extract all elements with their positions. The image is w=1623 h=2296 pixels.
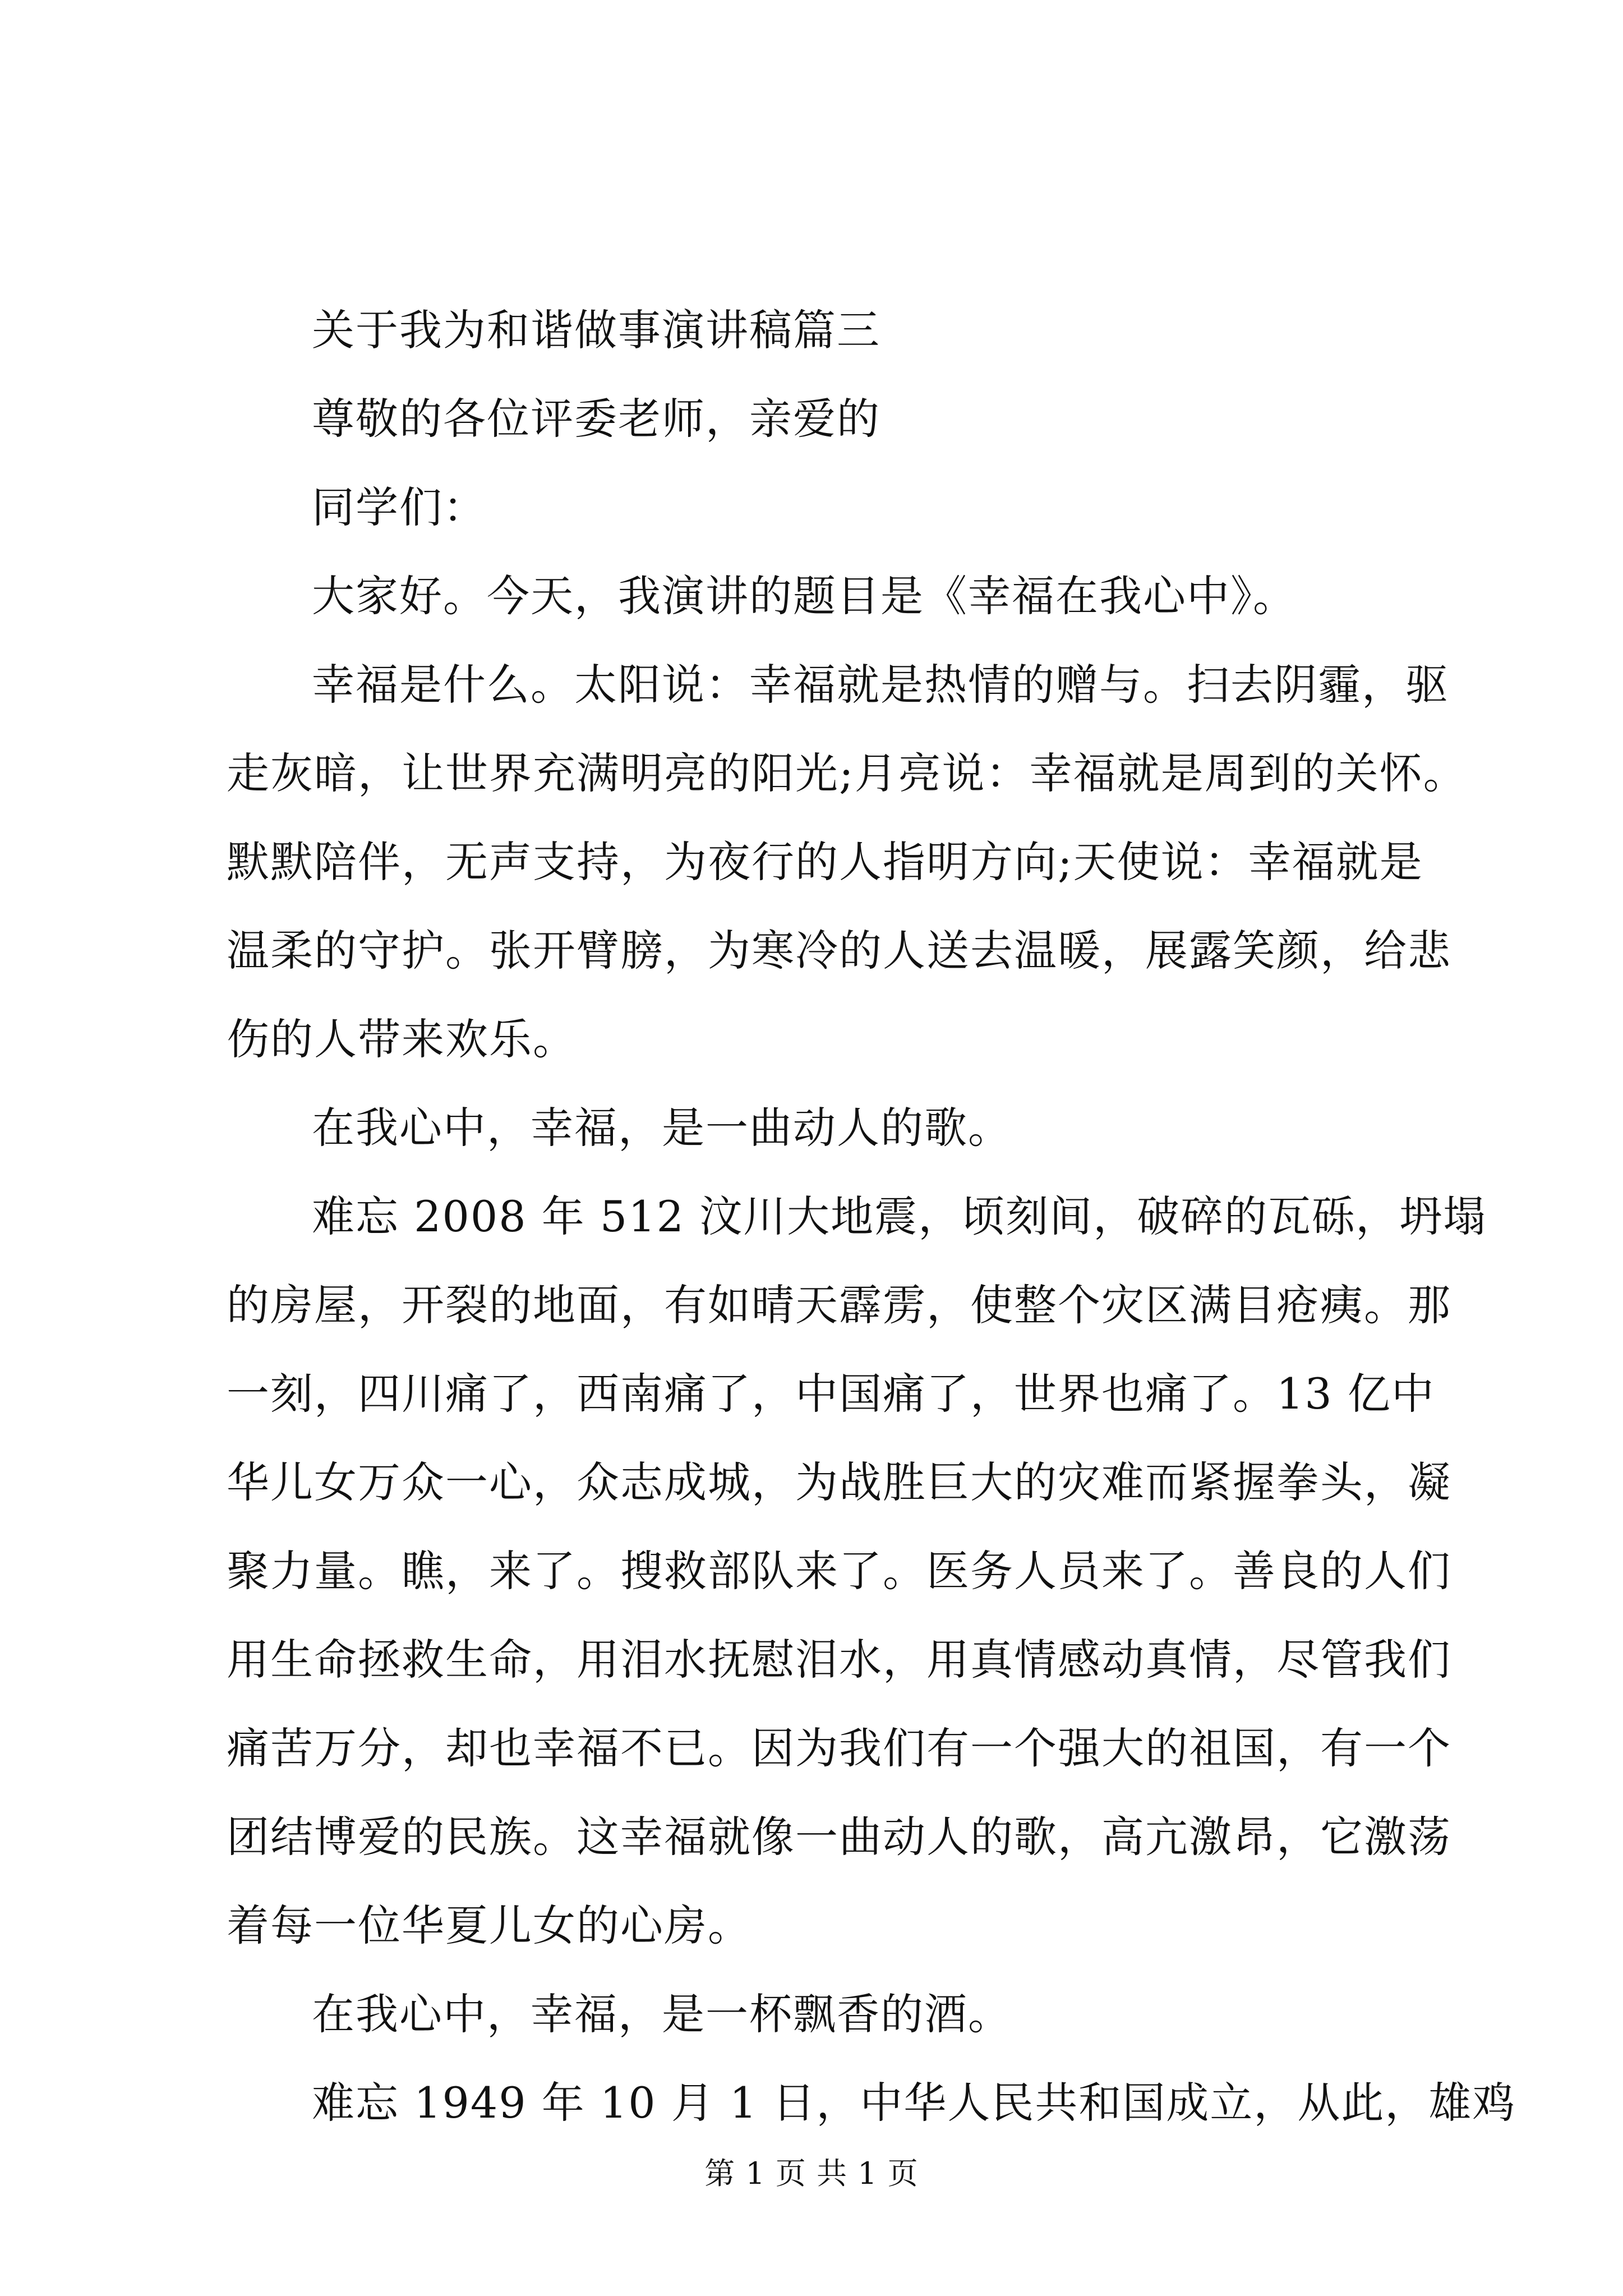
- text-line: 尊敬的各位评委老师，亲爱的: [312, 394, 880, 444]
- text-line: 在我心中，幸福，是一曲动人的歌。: [312, 1103, 1012, 1153]
- text-line: 华儿女万众一心，众志成城，为战胜巨大的灾难而紧握拳头，凝: [227, 1457, 1451, 1507]
- text-line: 用生命拯救生命，用泪水抚慰泪水，用真情感动真情，尽管我们: [227, 1635, 1451, 1685]
- text-line: 同学们：: [312, 482, 487, 532]
- text-line: 关于我为和谐做事演讲稿篇三: [312, 305, 880, 355]
- text-line: 伤的人带来欢乐。: [227, 1014, 577, 1064]
- text-line: 着每一位华夏儿女的心房。: [227, 1901, 751, 1950]
- text-line: 痛苦万分，却也幸福不已。因为我们有一个强大的祖国，有一个: [227, 1723, 1451, 1773]
- page-footer: 第 1 页 共 1 页: [704, 2156, 919, 2191]
- text-line: 团结博爱的民族。这幸福就像一曲动人的歌，高亢激昂，它激荡: [227, 1812, 1451, 1862]
- text-line: 难忘 1949 年 10 月 1 日，中华人民共和国成立，从此，雄鸡: [312, 2078, 1516, 2128]
- text-line: 默默陪伴，无声支持，为夜行的人指明方向;天使说：幸福就是: [227, 837, 1423, 887]
- text-line: 幸福是什么。太阳说：幸福就是热情的赠与。扫去阴霾，驱: [312, 660, 1449, 710]
- text-line: 的房屋，开裂的地面，有如晴天霹雳，使整个灾区满目疮痍。那: [227, 1280, 1451, 1330]
- text-line: 大家好。今天，我演讲的题目是《幸福在我心中》。: [312, 571, 1297, 621]
- text-line: 聚力量。瞧，来了。搜救部队来了。医务人员来了。善良的人们: [227, 1546, 1451, 1596]
- document-body: [227, 286, 1516, 2147]
- text-line: 在我心中，幸福，是一杯飘香的酒。: [312, 1989, 1012, 2039]
- text-line: 走灰暗，让世界充满明亮的阳光;月亮说：幸福就是周到的关怀。: [227, 748, 1467, 798]
- text-line: 一刻，四川痛了，西南痛了，中国痛了，世界也痛了。13 亿中: [227, 1369, 1435, 1419]
- text-line: 温柔的守护。张开臂膀，为寒冷的人送去温暖，展露笑颜，给悲: [227, 926, 1451, 976]
- text-line: 难忘 2008 年 512 汶川大地震，顷刻间，破碎的瓦砾，坍塌: [312, 1191, 1487, 1241]
